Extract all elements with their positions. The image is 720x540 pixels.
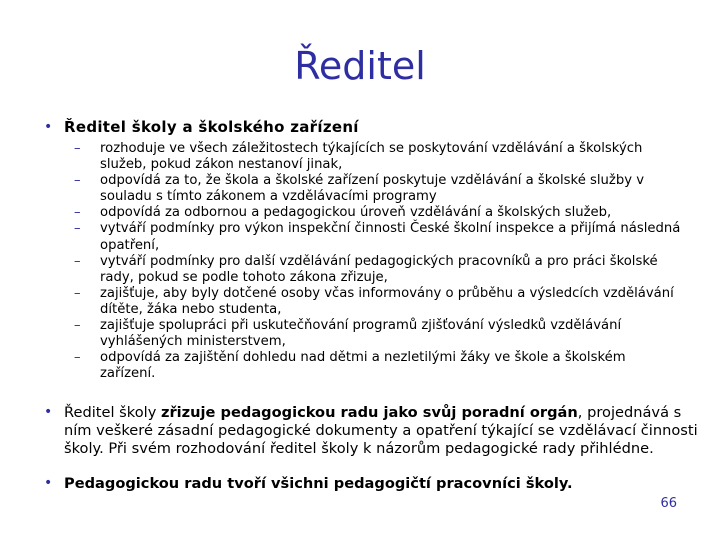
- sub-bullet-text: vytváří podmínky pro další vzdělávání pedagogických pracovníků a pro práci školské rady, pokud se podle tohoto zákona zřizuje,: [100, 253, 658, 285]
- sub-bullet-text: odpovídá za odbornou a pedagogickou úroveň vzdělávání a školských služeb,: [100, 205, 612, 221]
- bullet-text: [64, 404, 704, 458]
- bullet-text-suffix: , projednává s ním veškeré zásadní pedagogické dokumenty a opatření týkající se vzdělávací činnosti školy. Při svém rozhodování ředitel školy k názorům pedagogické rady přihlédne.: [64, 404, 698, 457]
- bullet-text: Pedagogickou radu tvoří všichni pedagogičtí pracovníci školy.: [64, 475, 573, 492]
- dash-icon: –: [74, 253, 81, 269]
- sub-bullet-text: vytváří podmínky pro výkon inspekční činnosti České školní inspekce a přijímá následná opatření,: [100, 221, 681, 253]
- sub-bullet-text: zajišťuje spolupráci při uskutečňování programů zjišťování výsledků vzdělávání vyhlášených ministerstvem,: [100, 318, 622, 350]
- dash-icon: –: [74, 221, 81, 237]
- bullet-text-bold: zřizuje pedagogickou radu jako svůj poradní orgán: [160, 404, 578, 421]
- sub-bullet-text: odpovídá za zajištění dohledu nad dětmi a nezletilými žáky ve škole a školském zařízení.: [100, 350, 626, 382]
- slide-title: Ředitel: [294, 44, 426, 88]
- sub-bullet-text: odpovídá za to, že škola a školské zařízení poskytuje vzdělávání a školské služby v souladu s tímto zákonem a vzdělávacími programy: [100, 173, 645, 205]
- sub-bullet-item: [74, 350, 684, 382]
- bullet-dot-icon: •: [44, 119, 53, 135]
- sub-bullet-item: [74, 205, 684, 221]
- dash-icon: –: [74, 205, 81, 221]
- sub-bullet-text: zajišťuje, aby byly dotčené osoby včas informovány o průběhu a výsledcích vzdělávání dítěte, žáka nebo studenta,: [100, 285, 674, 317]
- bullet-text-prefix: Ředitel školy: [64, 404, 161, 421]
- sub-bullet-text: rozhoduje ve všech záležitostech týkajících se poskytování vzdělávání a školských služeb, pokud zákon nestanoví jinak,: [100, 141, 643, 173]
- sub-bullet-list: [74, 141, 684, 382]
- sub-bullet-item: [74, 318, 684, 350]
- dash-icon: –: [74, 285, 81, 301]
- page-number: 66: [660, 496, 677, 511]
- sub-bullet-item: [74, 254, 684, 286]
- dash-icon: –: [74, 173, 81, 189]
- sub-bullet-item: [74, 286, 684, 318]
- sub-bullet-item: [74, 173, 684, 205]
- dash-icon: –: [74, 318, 81, 334]
- dash-icon: –: [74, 350, 81, 366]
- bullet-dot-icon: •: [44, 475, 53, 491]
- sub-bullet-item: [74, 221, 684, 253]
- dash-icon: –: [74, 141, 81, 156]
- bullet-dot-icon: •: [44, 404, 53, 420]
- bullet-text: Ředitel školy a školského zařízení: [64, 118, 359, 136]
- sub-bullet-item: [74, 141, 684, 173]
